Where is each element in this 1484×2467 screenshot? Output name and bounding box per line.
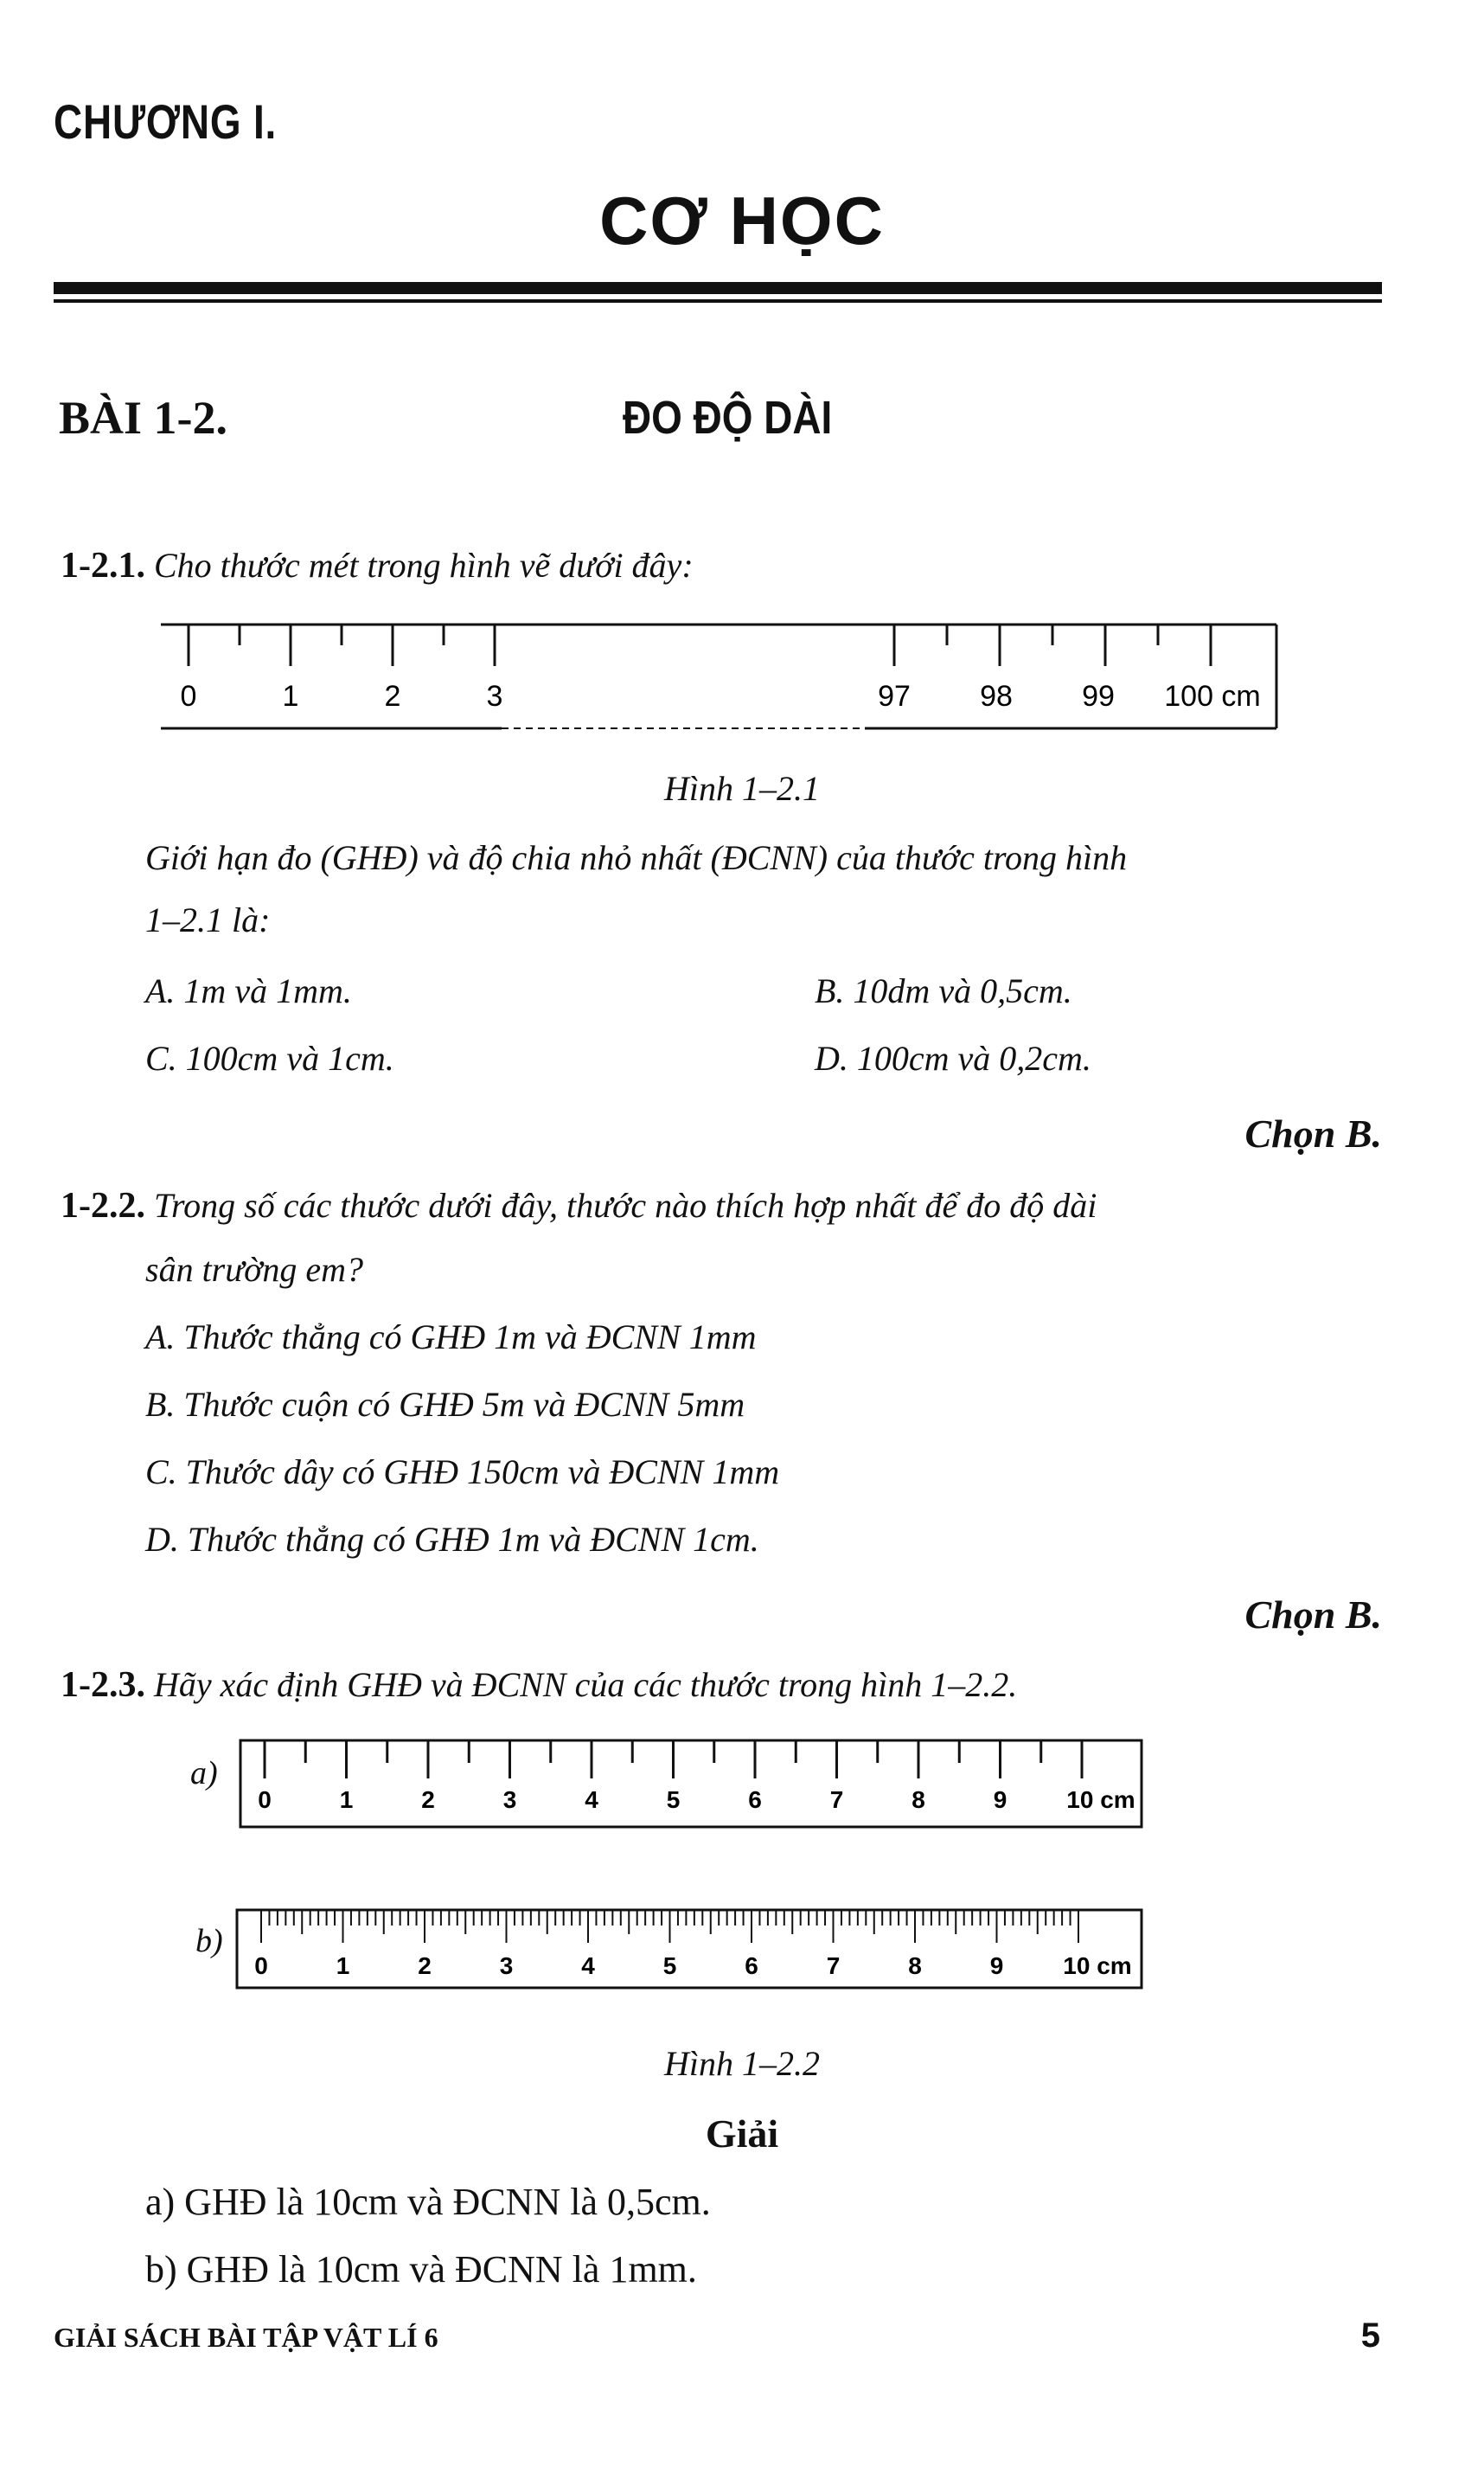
question-2-option-d: D. Thước thẳng có GHĐ 1m và ĐCNN 1cm. [145,1520,759,1559]
figure-1-2-2-ruler-b [235,1908,1143,1990]
question-1-prompt: Cho thước mét trong hình vẽ dưới đây: [154,546,694,585]
solution-a: a) GHĐ là 10cm và ĐCNN là 0,5cm. [145,2181,711,2223]
figure-1-2-2-caption: Hình 1–2.2 [664,2044,820,2083]
ruler-ticks-left [189,625,495,666]
footer-page-number: 5 [1360,2316,1380,2355]
question-1-prompt-line [61,545,694,586]
ruler-a-ticks [265,1740,1082,1778]
ruler-number-label: 4 [581,1952,595,1979]
question-2-number: 1-2.2. [61,1186,145,1226]
ruler-number-label: 6 [745,1952,758,1979]
question-2-prompt-line-2: sân trường em? [145,1250,364,1289]
footer-book-title: GIẢI SÁCH BÀI TẬP VẬT LÍ 6 [54,2322,438,2353]
question-1-option-d: D. 100cm và 0,2cm. [815,1039,1091,1078]
question-1-option-a: A. 1m và 1mm. [145,971,352,1010]
ruler-b-label: b) [195,1923,223,1959]
ruler-ticks-right [894,625,1211,666]
ruler-number-label: 2 [418,1952,432,1979]
ruler-number-label: 9 [989,1952,1004,1979]
lesson-title: ĐO ĐỘ DÀI [623,392,833,444]
figure-1-2-1-ruler [156,614,1280,735]
ruler-number-label: 8 [912,1786,925,1813]
ruler-label-3: 3 [486,680,503,713]
ruler-number-label: 7 [829,1786,844,1813]
ruler-number-label: 10 cm [1066,1786,1135,1813]
question-1-text-line-2: 1–2.1 là: [145,900,271,939]
question-2-option-c: C. Thước dây có GHĐ 150cm và ĐCNN 1mm [145,1452,780,1491]
ruler-number-label: 3 [499,1952,514,1979]
ruler-a-labels [258,1786,1135,1813]
question-1-option-c: C. 100cm và 1cm. [145,1039,394,1078]
ruler-number-label: 10 cm [1063,1952,1132,1979]
ruler-number-label: 3 [502,1786,517,1813]
question-1-answer: Chọn B. [1244,1112,1382,1156]
ruler-label-2: 2 [384,680,401,713]
ruler-b-ticks [261,1910,1078,1943]
ruler-a-label: a) [190,1755,218,1791]
chapter-label: CHƯƠNG I. [54,94,278,149]
ruler-number-label: 6 [748,1786,762,1813]
question-3-number: 1-2.3. [61,1665,145,1705]
chapter-title: CƠ HỌC [599,183,885,259]
ruler-label-0: 0 [180,680,197,713]
ruler-label-100cm: 100 cm [1164,680,1261,713]
question-3-prompt: Hãy xác định GHĐ và ĐCNN của các thước trong hình 1–2.2. [154,1665,1018,1704]
question-1-number: 1-2.1. [61,546,145,586]
ruler-number-label: 4 [585,1786,598,1813]
ruler-number-label: 1 [339,1786,354,1813]
ruler-number-label: 5 [666,1786,681,1813]
ruler-b-labels [254,1952,1131,1979]
figure-1-2-1-caption: Hình 1–2.1 [664,769,820,808]
ruler-number-label: 1 [336,1952,350,1979]
question-1-text-line-1: Giới hạn đo (GHĐ) và độ chia nhỏ nhất (ĐCNN) của thước trong hình [145,838,1128,877]
ruler-number-label: 0 [254,1952,268,1979]
ruler-a-frame [240,1740,1142,1827]
ruler-number-label: 8 [908,1952,922,1979]
ruler-label-1: 1 [282,680,299,713]
ruler-label-98: 98 [980,680,1013,713]
ruler-number-label: 0 [258,1786,272,1813]
figure-1-2-2-ruler-a [239,1739,1143,1829]
ruler-label-97: 97 [878,680,911,713]
question-2-answer: Chọn B. [1244,1592,1382,1637]
ruler-number-label: 9 [993,1786,1007,1813]
ruler-label-99: 99 [1082,680,1115,713]
question-2-prompt-line-1 [61,1185,1097,1227]
ruler-number-label: 5 [662,1952,677,1979]
header-rule-thin [54,299,1382,303]
question-2-option-a: A. Thước thẳng có GHĐ 1m và ĐCNN 1mm [145,1317,757,1356]
solution-b: b) GHĐ là 10cm và ĐCNN là 1mm. [145,2248,697,2291]
ruler-b-frame [237,1910,1142,1988]
question-1-option-b: B. 10dm và 0,5cm. [815,971,1072,1010]
question-2-prompt: Trong số các thước dưới đây, thước nào thích hợp nhất để đo độ dài [154,1186,1097,1225]
header-rule-thick [54,282,1382,294]
solution-title: Giải [705,2111,779,2156]
question-3-prompt-line [61,1664,1017,1706]
ruler-number-label: 2 [421,1786,435,1813]
question-2-option-b: B. Thước cuộn có GHĐ 5m và ĐCNN 5mm [145,1385,745,1424]
lesson-label: BÀI 1-2. [59,392,228,444]
ruler-number-label: 7 [826,1952,841,1979]
